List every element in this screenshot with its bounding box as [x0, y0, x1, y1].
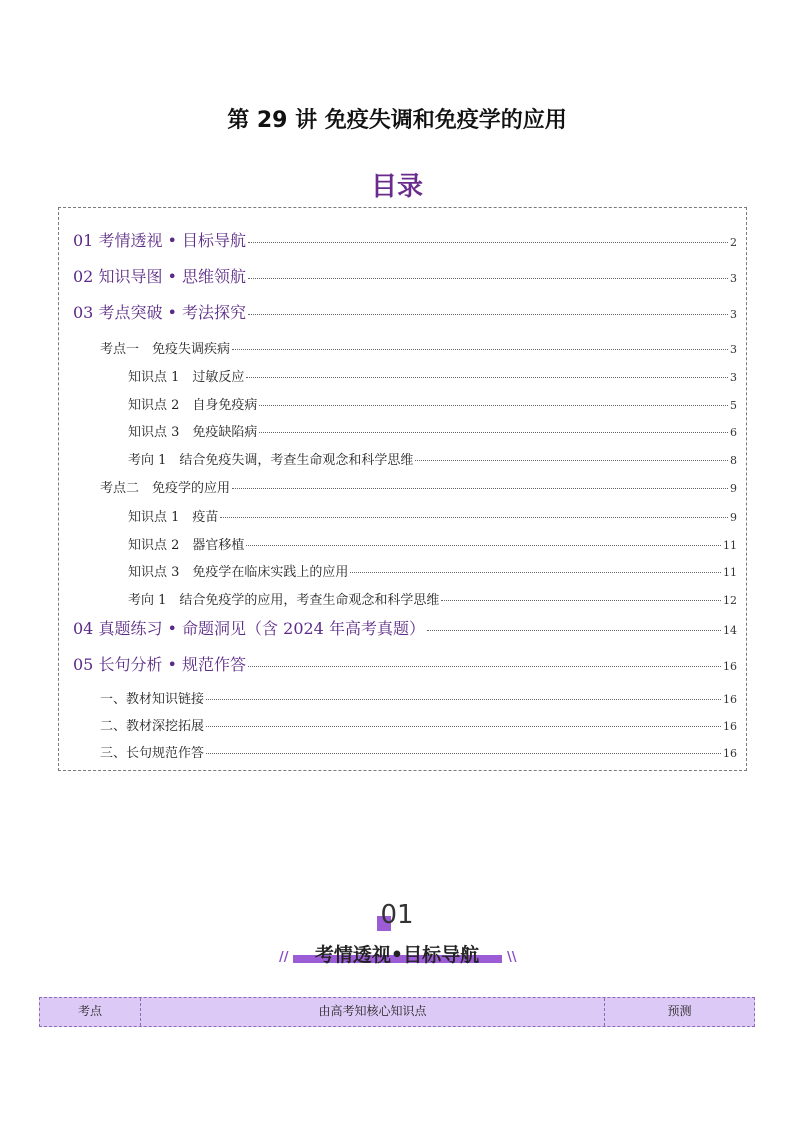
- toc-entry-label: 04 真题练习 • 命题洞见（含 2024 年高考真题）: [73, 619, 425, 638]
- right-slash-decoration: \\: [507, 950, 517, 965]
- toc-entry[interactable]: [100, 477, 737, 496]
- toc-leader: [427, 630, 721, 631]
- toc-entry-page: 9: [730, 482, 737, 495]
- toc-leader: [206, 726, 721, 727]
- toc-entry[interactable]: [73, 264, 737, 287]
- toc-entry-page: 14: [723, 624, 737, 637]
- toc-leader: [259, 405, 728, 406]
- toc-entry-label: 知识点 1 疫苗: [128, 510, 219, 525]
- toc-heading: 目录: [370, 172, 423, 202]
- toc-entry[interactable]: [73, 228, 737, 251]
- toc-leader: [220, 517, 728, 518]
- toc-entry-label: 考向 1 结合免疫失调，考查生命观念和科学思维: [128, 453, 414, 468]
- toc-entry[interactable]: [100, 688, 737, 707]
- toc-entry-page: 9: [730, 511, 737, 524]
- toc-entry[interactable]: [128, 534, 737, 553]
- toc-entry-page: 2: [730, 236, 737, 249]
- toc-leader: [248, 242, 728, 243]
- section-banner-title: 考情透视•目标导航: [314, 944, 480, 966]
- toc-entry-page: 5: [730, 399, 737, 412]
- toc-entry-label: 考点一 免疫失调疾病: [100, 342, 231, 357]
- toc-leader: [246, 377, 728, 378]
- toc-entry-label: 03 考点突破 • 考法探究: [73, 303, 247, 322]
- table-header-cell: 预测: [667, 1004, 692, 1018]
- toc-entry-page: 3: [730, 272, 737, 285]
- toc-entry-label: 一、教材知识链接: [100, 692, 205, 707]
- toc-leader: [206, 753, 721, 754]
- toc-entry-label: 知识点 3 免疫缺陷病: [128, 425, 258, 440]
- toc-leader: [232, 349, 728, 350]
- toc-entry[interactable]: [73, 652, 737, 675]
- toc-entry[interactable]: [73, 616, 737, 639]
- toc-leader: [248, 278, 728, 279]
- toc-entry-page: 16: [723, 660, 737, 673]
- toc-entry-page: 11: [723, 539, 737, 552]
- toc-entry-page: 3: [730, 308, 737, 321]
- toc-entry-page: 16: [723, 720, 737, 733]
- section-number: 01: [380, 900, 414, 930]
- table-header-cell: 考点: [40, 998, 141, 1026]
- toc-leader: [248, 666, 721, 667]
- toc-entry[interactable]: [128, 561, 737, 580]
- toc-leader: [232, 488, 728, 489]
- toc-entry-label: 05 长句分析 • 规范作答: [73, 655, 247, 674]
- toc-entry-label: 02 知识导图 • 思维领航: [73, 267, 247, 286]
- document-title: 第 29 讲 免疫失调和免疫学的应用: [227, 108, 567, 133]
- toc-leader: [415, 460, 728, 461]
- toc-entry-label: 01 考情透视 • 目标导航: [73, 231, 247, 250]
- toc-entry[interactable]: [73, 300, 737, 323]
- toc-entry-label: 知识点 2 自身免疫病: [128, 398, 258, 413]
- left-slash-decoration: //: [279, 950, 289, 965]
- toc-entry-label: 考点二 免疫学的应用: [100, 481, 231, 496]
- table-header-cell: 由高考知核心知识点: [141, 998, 605, 1026]
- toc-entry[interactable]: [128, 421, 737, 440]
- toc-entry-page: 11: [723, 566, 737, 579]
- toc-entry-page: 16: [723, 747, 737, 760]
- toc-entry-page: 12: [723, 594, 737, 607]
- exam-table-header: [39, 997, 755, 1027]
- toc-entry[interactable]: [128, 394, 737, 413]
- toc-entry[interactable]: [128, 589, 737, 608]
- toc-leader: [350, 572, 721, 573]
- toc-leader: [259, 432, 728, 433]
- toc-entry[interactable]: [128, 366, 737, 385]
- toc-entry-page: 16: [723, 693, 737, 706]
- toc-entry-page: 6: [730, 426, 737, 439]
- table-of-contents: [58, 207, 747, 771]
- toc-entry-label: 知识点 1 过敏反应: [128, 370, 245, 385]
- toc-entry-label: 二、教材深挖拓展: [100, 719, 205, 734]
- toc-leader: [248, 314, 728, 315]
- toc-entry[interactable]: [100, 338, 737, 357]
- toc-entry-label: 三、长句规范作答: [100, 746, 205, 761]
- toc-entry-label: 考向 1 结合免疫学的应用，考查生命观念和科学思维: [128, 593, 440, 608]
- toc-entry-label: 知识点 3 免疫学在临床实践上的应用: [128, 565, 349, 580]
- toc-entry-label: 知识点 2 器官移植: [128, 538, 245, 553]
- toc-entry[interactable]: [128, 449, 737, 468]
- toc-entry-page: 8: [730, 454, 737, 467]
- toc-entry-page: 3: [730, 371, 737, 384]
- toc-leader: [246, 545, 721, 546]
- toc-leader: [441, 600, 721, 601]
- toc-entry[interactable]: [128, 506, 737, 525]
- toc-entry[interactable]: [100, 715, 737, 734]
- toc-entry[interactable]: [100, 742, 737, 761]
- toc-leader: [206, 699, 721, 700]
- toc-entry-page: 3: [730, 343, 737, 356]
